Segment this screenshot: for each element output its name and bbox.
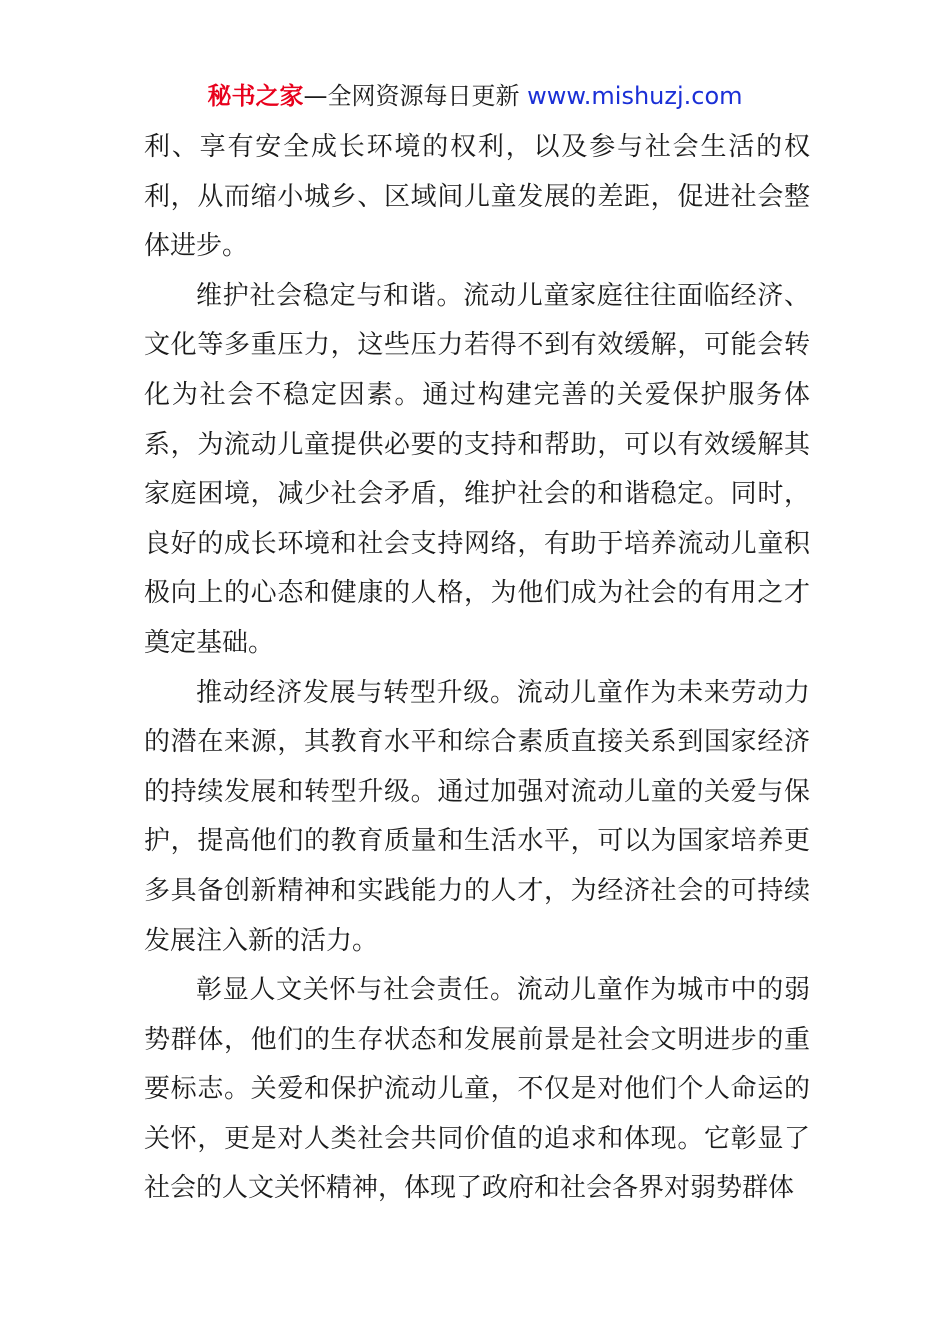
- paragraph-social-stability: 维护社会稳定与和谐。流动儿童家庭往往面临经济、文化等多重压力，这些压力若得不到有效缓解，可能会转化为社会不稳定因素。通过构建完善的关爱保护服务体系，为流动儿童提供必要的支持和帮助，可以有效缓解其家庭困境，减少社会矛盾，维护社会的和谐稳定。同时，良好的成长环境和社会支持网络，有助于培养流动儿童积极向上的心态和健康的人格，为他们成为社会的有用之才奠定基础。: [144, 280, 810, 658]
- site-url-link[interactable]: www.mishuzj.com: [527, 82, 743, 110]
- paragraph-humanistic-care: 彰显人文关怀与社会责任。流动儿童作为城市中的弱势群体，他们的生存状态和发展前景是社会文明进步的重要标志。关爱和保护流动儿童，不仅是对他们个人命运的关怀，更是对人类社会共同价值的追求和体现。它彰显了社会的人文关怀精神，体现了政府和社会各界对弱势群体: [144, 975, 810, 1204]
- document-body: [144, 123, 810, 1214]
- site-brand: 秘书之家: [207, 82, 304, 110]
- paragraph-continued: 利、享有安全成长环境的权利，以及参与社会生活的权利，从而缩小城乡、区域间儿童发展的差距，促进社会整体进步。: [144, 132, 810, 262]
- page-header: [0, 80, 950, 112]
- site-tagline: —全网资源每日更新: [303, 82, 520, 110]
- paragraph-economic-development: 推动经济发展与转型升级。流动儿童作为未来劳动力的潜在来源，其教育水平和综合素质直接关系到国家经济的持续发展和转型升级。通过加强对流动儿童的关爱与保护，提高他们的教育质量和生活水平，可以为国家培养更多具备创新精神和实践能力的人才，为经济社会的可持续发展注入新的活力。: [144, 677, 810, 956]
